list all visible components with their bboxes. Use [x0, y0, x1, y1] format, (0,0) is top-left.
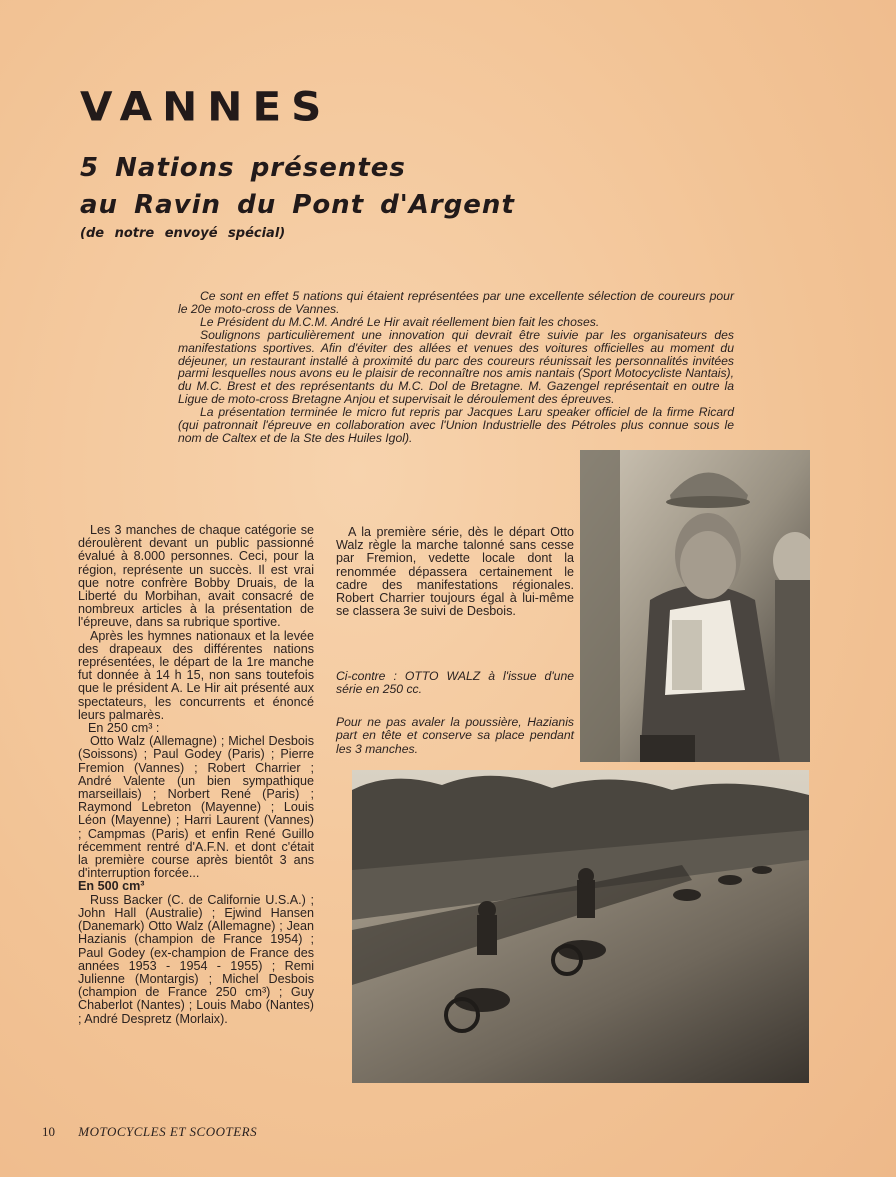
- photo-caption-hazianis: Pour ne pas avaler la poussière, Hazianis part en tête et conserve sa place pendant les 3 manches.: [336, 715, 574, 756]
- entrants-list-500cc: Russ Backer (C. de Californie U.S.A.) ; John Hall (Australie) ; Ejwind Hansen (Danemark) Otto Walz (Allemagne) ; Jean Hazianis (champion de France 1954) ; Paul Godey (ex-champion de France des années 1953 - 1954 - 1955) ; Remi Julienne (Montargis) ; Michel Desbois (champion de France 250 cm³) ; Guy Chaberlot (Nantes) ; Louis Mabo (Nantes) ; André Despretz (Morlaix).: [78, 892, 314, 1026]
- subtitle-line-1: 5 Nations présentes: [80, 153, 406, 183]
- photo-caption-walz: Ci-contre : OTTO WALZ à l'issue d'une série en 250 cc.: [336, 669, 574, 697]
- article-subtitle: [80, 150, 515, 224]
- article-column-1: [78, 524, 314, 1026]
- article-column-2: [336, 526, 574, 618]
- body-paragraph: Les 3 manches de chaque catégorie se déroulèrent devant un public passionné évalué à 8.000 personnes. Ceci, pour la région, représente un succès. Il est vrai que notre confrère Bobby Druais, de la Liberté du Morbihan, avait consacré de nombreux articles à la présentation de l'épreuve, dans sa rubrique sportive.: [78, 523, 314, 630]
- photo-otto-walz: [580, 450, 810, 762]
- article-title: VANNES: [80, 83, 332, 130]
- photo-race-start: [352, 770, 809, 1083]
- intro-paragraph: Le Président du M.C.M. André Le Hir avait réellement bien fait les choses.: [200, 314, 600, 329]
- subtitle-line-2: au Ravin du Pont d'Argent: [80, 190, 515, 220]
- body-paragraph: A la première série, dès le départ Otto Walz règle la marche talonné sans cesse par Fremion, vedette locale dont la renommée dépassera certainement le cadre des manifestations régionales. Robert Charrier toujours égal à lui-même se classera 3e suivi de Desbois.: [336, 525, 574, 619]
- section-heading-500cc: En 500 cm³: [78, 879, 145, 894]
- body-paragraph: Après les hymnes nationaux et la levée des drapeaux des différentes nations représentées, le départ de la 1re manche fut donnée à 14 h 15, non sans toutefois que le président A. Le Hir ait présenté aux spectateurs, les concurrents et énoncé leurs palmarès.: [78, 628, 314, 722]
- intro-paragraph: Soulignons particulièrement une innovation qui devrait être suivie par les organisateurs des manifestations sportives. Afin d'éviter des allées et venues des voitures officielles au moment du déjeuner, un restaurant installé à proximité du parc des coureurs réunissait les personnalités invitées parmi lesquelles nous avons eu le plaisir de reconnaître nos amis nantais (Sport Motocycliste Nantais), du M.C. Brest et des représentants du M.C. Dol de Bretagne. M. Gazengel représentait en outre la Ligue de moto-cross Bretagne Anjou et supervisait le déroulement des épreuves.: [178, 327, 734, 407]
- entrants-list-250cc: Otto Walz (Allemagne) ; Michel Desbois (Soissons) ; Paul Godey (Paris) ; Pierre Fremion (Vannes) ; Robert Charrier ; André Valente (un bien sympathique marseillais) ; Norbert René (Paris) ; Raymond Lebreton (Mayenne) ; Louis Léon (Mayenne) ; Harri Laurent (Vannes) ; Campmas (Paris) et enfin René Guillo récemment rentré d'A.F.N. et dont c'était la première course après bientôt 3 ans d'interruption forcée...: [78, 734, 314, 881]
- intro-text: [178, 290, 734, 445]
- byline: (de notre envoyé spécial): [80, 226, 286, 241]
- page-footer: [42, 1124, 257, 1140]
- page-number: 10: [42, 1124, 55, 1139]
- intro-paragraph: Ce sont en effet 5 nations qui étaient représentées par une excellente sélection de coureurs pour le 20e moto-cross de Vannes.: [178, 289, 734, 316]
- intro-paragraph: La présentation terminée le micro fut repris par Jacques Laru speaker officiel de la firme Ricard (qui patronnait l'épreuve en collaboration avec l'Union Industrielle des Pétroles plus connue sous le nom de Caltex et de la Ste des Huiles Igol).: [178, 405, 734, 445]
- section-heading-250cc: En 250 cm³ :: [88, 721, 160, 736]
- magazine-name: MOTOCYCLES ET SCOOTERS: [78, 1124, 258, 1139]
